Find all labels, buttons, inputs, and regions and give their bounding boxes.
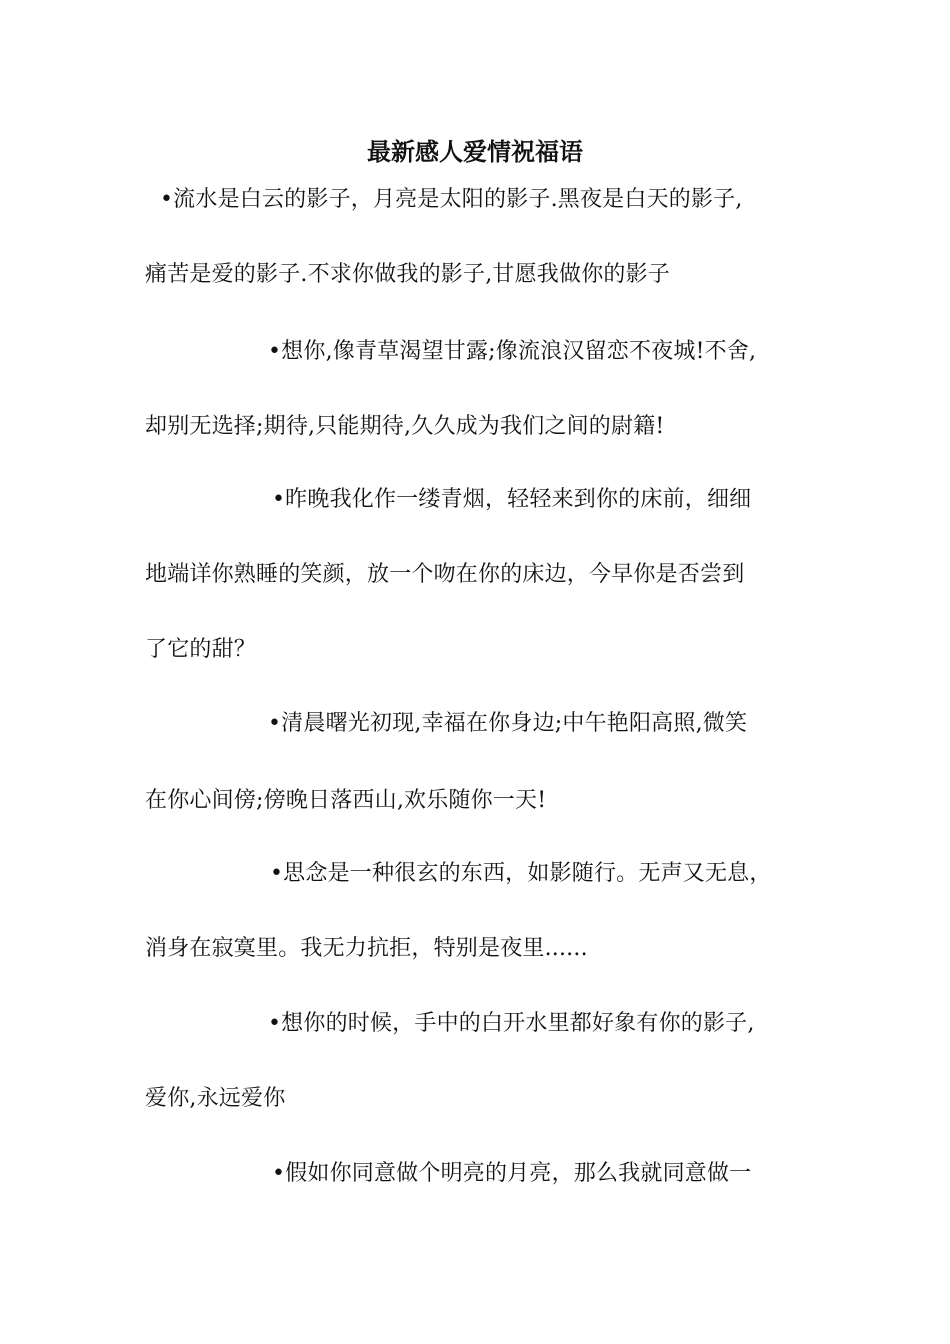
text-line: 痛苦是爱的影子.不求你做我的影子,甘愿我做你的影子 bbox=[145, 262, 670, 287]
text-line: 爱你,永远爱你 bbox=[145, 1086, 286, 1111]
text-line: 消身在寂寞里。我无力抗拒，特别是夜里...... bbox=[145, 936, 588, 961]
text-line: 了它的甜？ bbox=[145, 637, 257, 662]
text-line: •想你的时候，手中的白开水里都好象有你的影子, bbox=[268, 1011, 755, 1036]
text-line: •昨晚我化作一缕青烟，轻轻来到你的床前，细细 bbox=[272, 487, 752, 512]
text-line: •想你,像青草渴望甘露;像流浪汉留恋不夜城!不舍, bbox=[268, 339, 757, 364]
text-line: •思念是一种很玄的东西，如影随行。无声又无息， bbox=[270, 861, 772, 886]
text-line: 却别无选择;期待,只能期待,久久成为我们之间的尉籍! bbox=[145, 414, 665, 439]
document-title: 最新感人爱情祝福语 bbox=[367, 137, 583, 166]
text-line: 在你心间傍;傍晚日落西山,欢乐随你一天! bbox=[145, 788, 547, 813]
text-line: •假如你同意做个明亮的月亮，那么我就同意做一 bbox=[272, 1161, 752, 1186]
text-line: •清晨曙光初现,幸福在你身边;中午艳阳高照,微笑 bbox=[268, 711, 748, 736]
text-line: •流水是白云的影子，月亮是太阳的影子.黑夜是白天的影子, bbox=[160, 187, 743, 212]
text-line: 地端详你熟睡的笑颜，放一个吻在你的床边，今早你是否尝到 bbox=[145, 562, 745, 587]
